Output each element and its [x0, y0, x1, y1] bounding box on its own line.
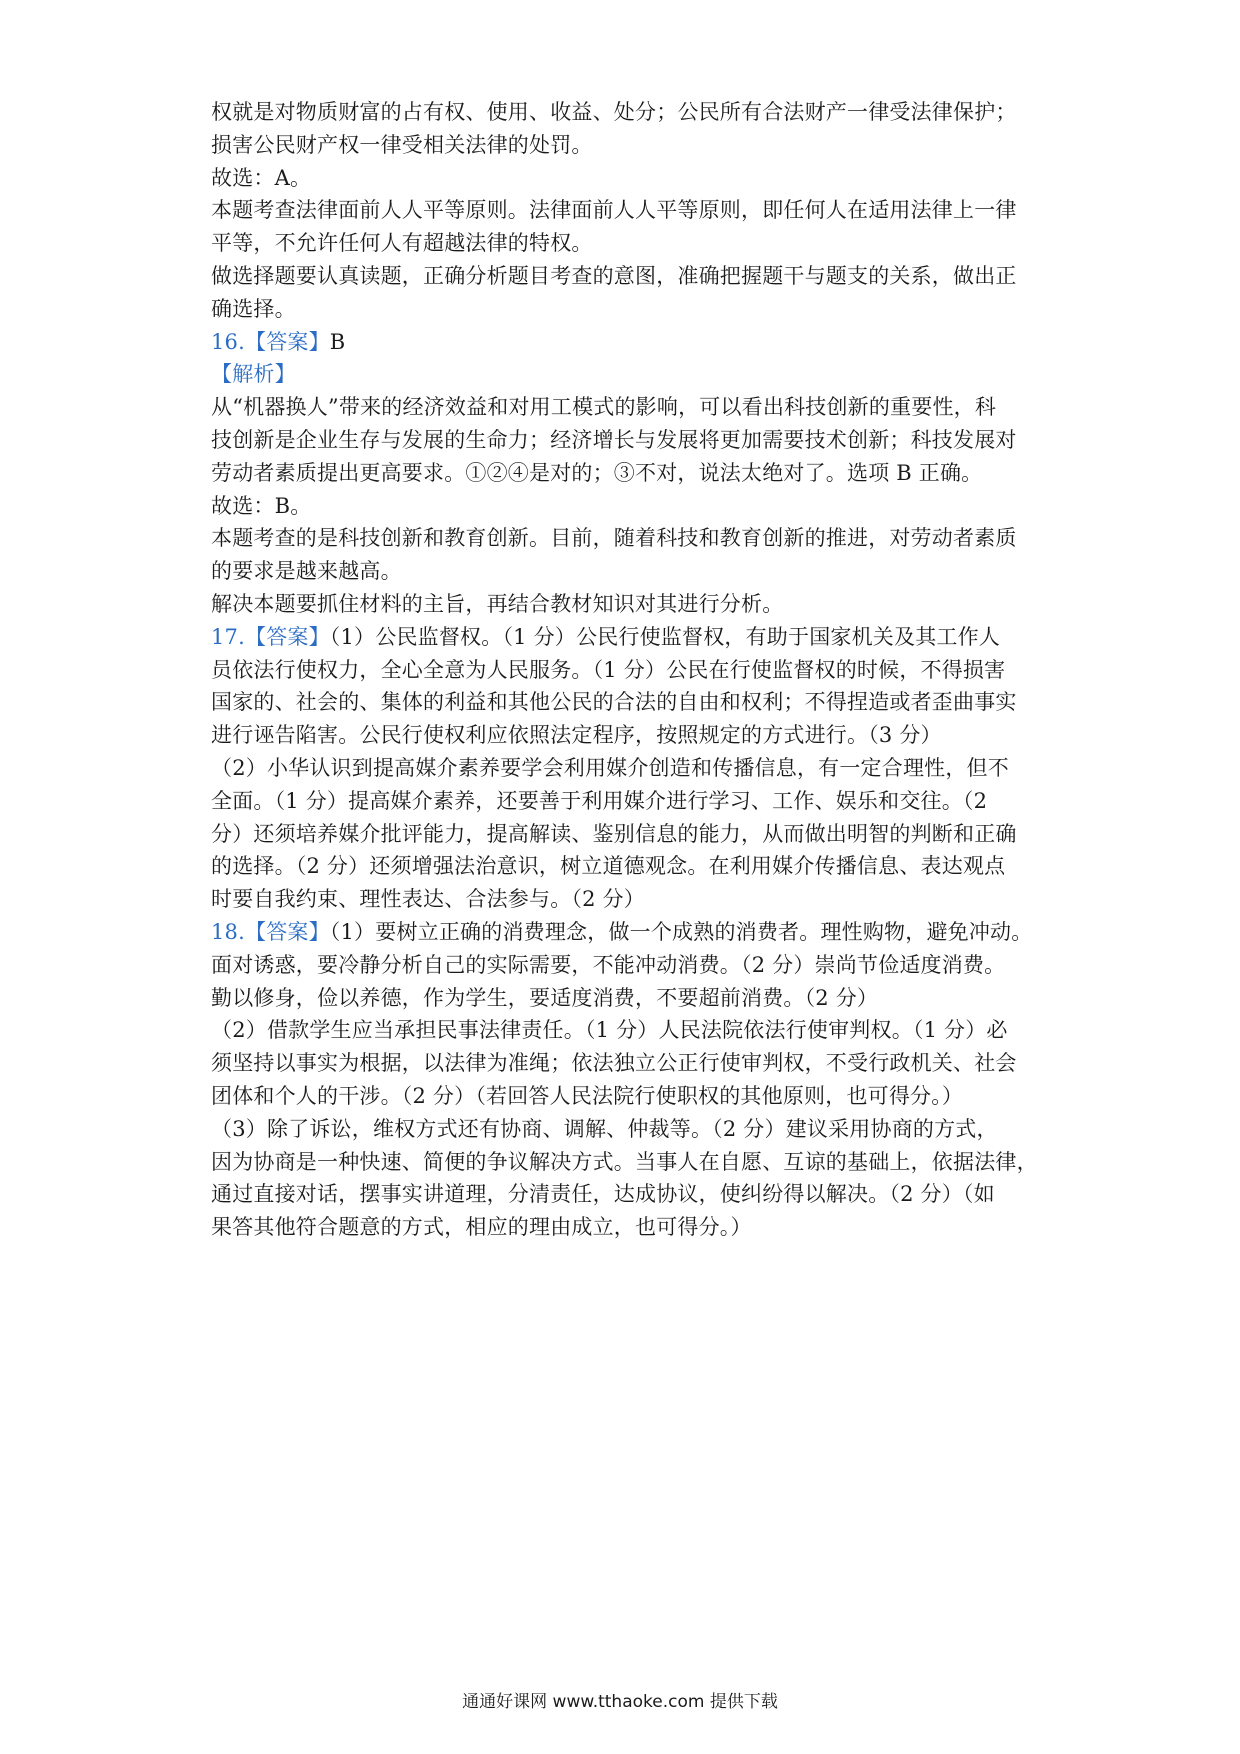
line-text: 确选择。 [211, 296, 296, 321]
page-footer: 通通好课网 www.tthaoke.com 提供下载 [462, 1692, 778, 1712]
text-line [211, 1113, 1041, 1146]
text-line [211, 654, 1041, 687]
text-line [211, 1211, 1041, 1244]
line-text: （3）除了诉讼，维权方式还有协商、调解、仲裁等。（2 分）建议采用协商的方式， [211, 1116, 998, 1141]
text-line [211, 818, 1041, 851]
line-text: 全面。（1 分）提高媒介素养，还要善于利用媒介进行学习、工作、娱乐和交往。（2 [211, 788, 988, 813]
line-text: 国家的、社会的、集体的利益和其他公民的合法的自由和权利；不得捏造或者歪曲事实 [211, 690, 1017, 715]
line-text: 损害公民财产权一律受相关法律的处罚。 [211, 132, 593, 157]
answer-heading: 16.【答案】 [211, 329, 330, 354]
text-line [211, 686, 1041, 719]
text-line [211, 850, 1041, 883]
line-text: 做选择题要认真读题，正确分析题目考查的意图，准确把握题干与题支的关系，做出正 [211, 263, 1017, 288]
text-line [211, 326, 1041, 359]
text-line [211, 391, 1041, 424]
line-text: 从“机器换人”带来的经济效益和对用工模式的影响，可以看出科技创新的重要性，科 [211, 395, 997, 420]
text-line [211, 358, 1041, 391]
text-line [211, 555, 1041, 588]
text-line [211, 457, 1041, 490]
line-text: 团体和个人的干涉。（2 分）（若回答人民法院行使职权的其他原则，也可得分。） [211, 1083, 964, 1108]
text-line [211, 588, 1041, 621]
text-line [211, 916, 1041, 949]
line-text: 平等，不允许任何人有超越法律的特权。 [211, 231, 593, 256]
text-line [211, 1178, 1041, 1211]
text-line [211, 96, 1041, 129]
line-text: 面对诱惑，要冷静分析自己的实际需要，不能冲动消费。（2 分）崇尚节俭适度消费。 [211, 952, 1006, 977]
text-line [211, 194, 1041, 227]
text-line [211, 424, 1041, 457]
line-text: 故选：A。 [211, 165, 312, 190]
text-line [211, 982, 1041, 1015]
line-text: 解决本题要抓住材料的主旨，再结合教材知识对其进行分析。 [211, 591, 784, 616]
answer-heading: 【解析】 [211, 362, 296, 387]
text-line [211, 1014, 1041, 1047]
text-line [211, 883, 1041, 916]
text-line [211, 162, 1041, 195]
line-text: 故选：B。 [211, 493, 312, 518]
line-text: 勤以修身，俭以养德，作为学生，要适度消费，不要超前消费。（2 分） [211, 985, 879, 1010]
line-text: 的要求是越来越高。 [211, 559, 402, 584]
line-text: 权就是对物质财富的占有权、使用、收益、处分；公民所有合法财产一律受法律保护； [211, 100, 1017, 124]
line-text: 时要自我约束、理性表达、合法参与。（2 分） [211, 887, 645, 912]
line-text: 本题考查法律面前人人平等原则。法律面前人人平等原则，即任何人在适用法律上一律 [211, 198, 1017, 223]
line-text: （1）要树立正确的消费理念，做一个成熟的消费者。理性购物，避免冲动。 [329, 919, 1033, 944]
text-line [211, 260, 1041, 293]
text-line [211, 490, 1041, 523]
line-text: B [329, 329, 346, 354]
line-text: （1）公民监督权。（1 分）公民行使监督权，有助于国家机关及其工作人 [329, 624, 1000, 649]
text-line [211, 1080, 1041, 1113]
line-text: 进行诬告陷害。公民行使权利应依照法定程序，按照规定的方式进行。（3 分） [211, 723, 942, 748]
line-text: 通过直接对话，摆事实讲道理，分清责任，达成协议，使纠纷得以解决。（2 分）（如 [211, 1182, 995, 1207]
text-line [211, 129, 1041, 162]
line-text: 须坚持以事实为根据，以法律为准绳；依法独立公正行使审判权，不受行政机关、社会 [211, 1051, 1017, 1076]
text-line [211, 293, 1041, 326]
text-line [211, 949, 1041, 982]
answer-heading: 17.【答案】 [211, 624, 330, 649]
line-text: 分）还须培养媒介批评能力，提高解读、鉴别信息的能力，从而做出明智的判断和正确 [211, 821, 1017, 846]
line-text: 员依法行使权力，全心全意为人民服务。（1 分）公民在行使监督权的时候，不得损害 [211, 657, 1006, 682]
text-line [211, 719, 1041, 752]
line-text: 果答其他符合题意的方式，相应的理由成立，也可得分。） [211, 1215, 752, 1240]
line-text: （2）小华认识到提高媒介素养要学会利用媒介创造和传播信息，有一定合理性，但不 [211, 755, 1009, 780]
line-text: 因为协商是一种快速、简便的争议解决方式。当事人在自愿、互谅的基础上，依据法律， [211, 1149, 1038, 1174]
document-body [211, 96, 1041, 1244]
line-text: 技创新是企业生存与发展的生命力；经济增长与发展将更加需要技术创新；科技发展对 [211, 427, 1017, 452]
line-text: 本题考查的是科技创新和教育创新。目前，随着科技和教育创新的推进，对劳动者素质 [211, 526, 1017, 551]
text-line [211, 227, 1041, 260]
text-line [211, 1047, 1041, 1080]
text-line [211, 785, 1041, 818]
answer-heading: 18.【答案】 [211, 919, 330, 944]
text-line [211, 752, 1041, 785]
text-line [211, 621, 1041, 654]
text-line [211, 1146, 1041, 1179]
line-text: 劳动者素质提出更高要求。①②④是对的；③不对，说法太绝对了。选项 B 正确。 [211, 460, 983, 485]
text-line [211, 522, 1041, 555]
line-text: 的选择。（2 分）还须增强法治意识，树立道德观念。在利用媒介传播信息、表达观点 [211, 854, 1006, 879]
line-text: （2）借款学生应当承担民事法律责任。（1 分）人民法院依法行使审判权。（1 分）必 [211, 1018, 1008, 1043]
